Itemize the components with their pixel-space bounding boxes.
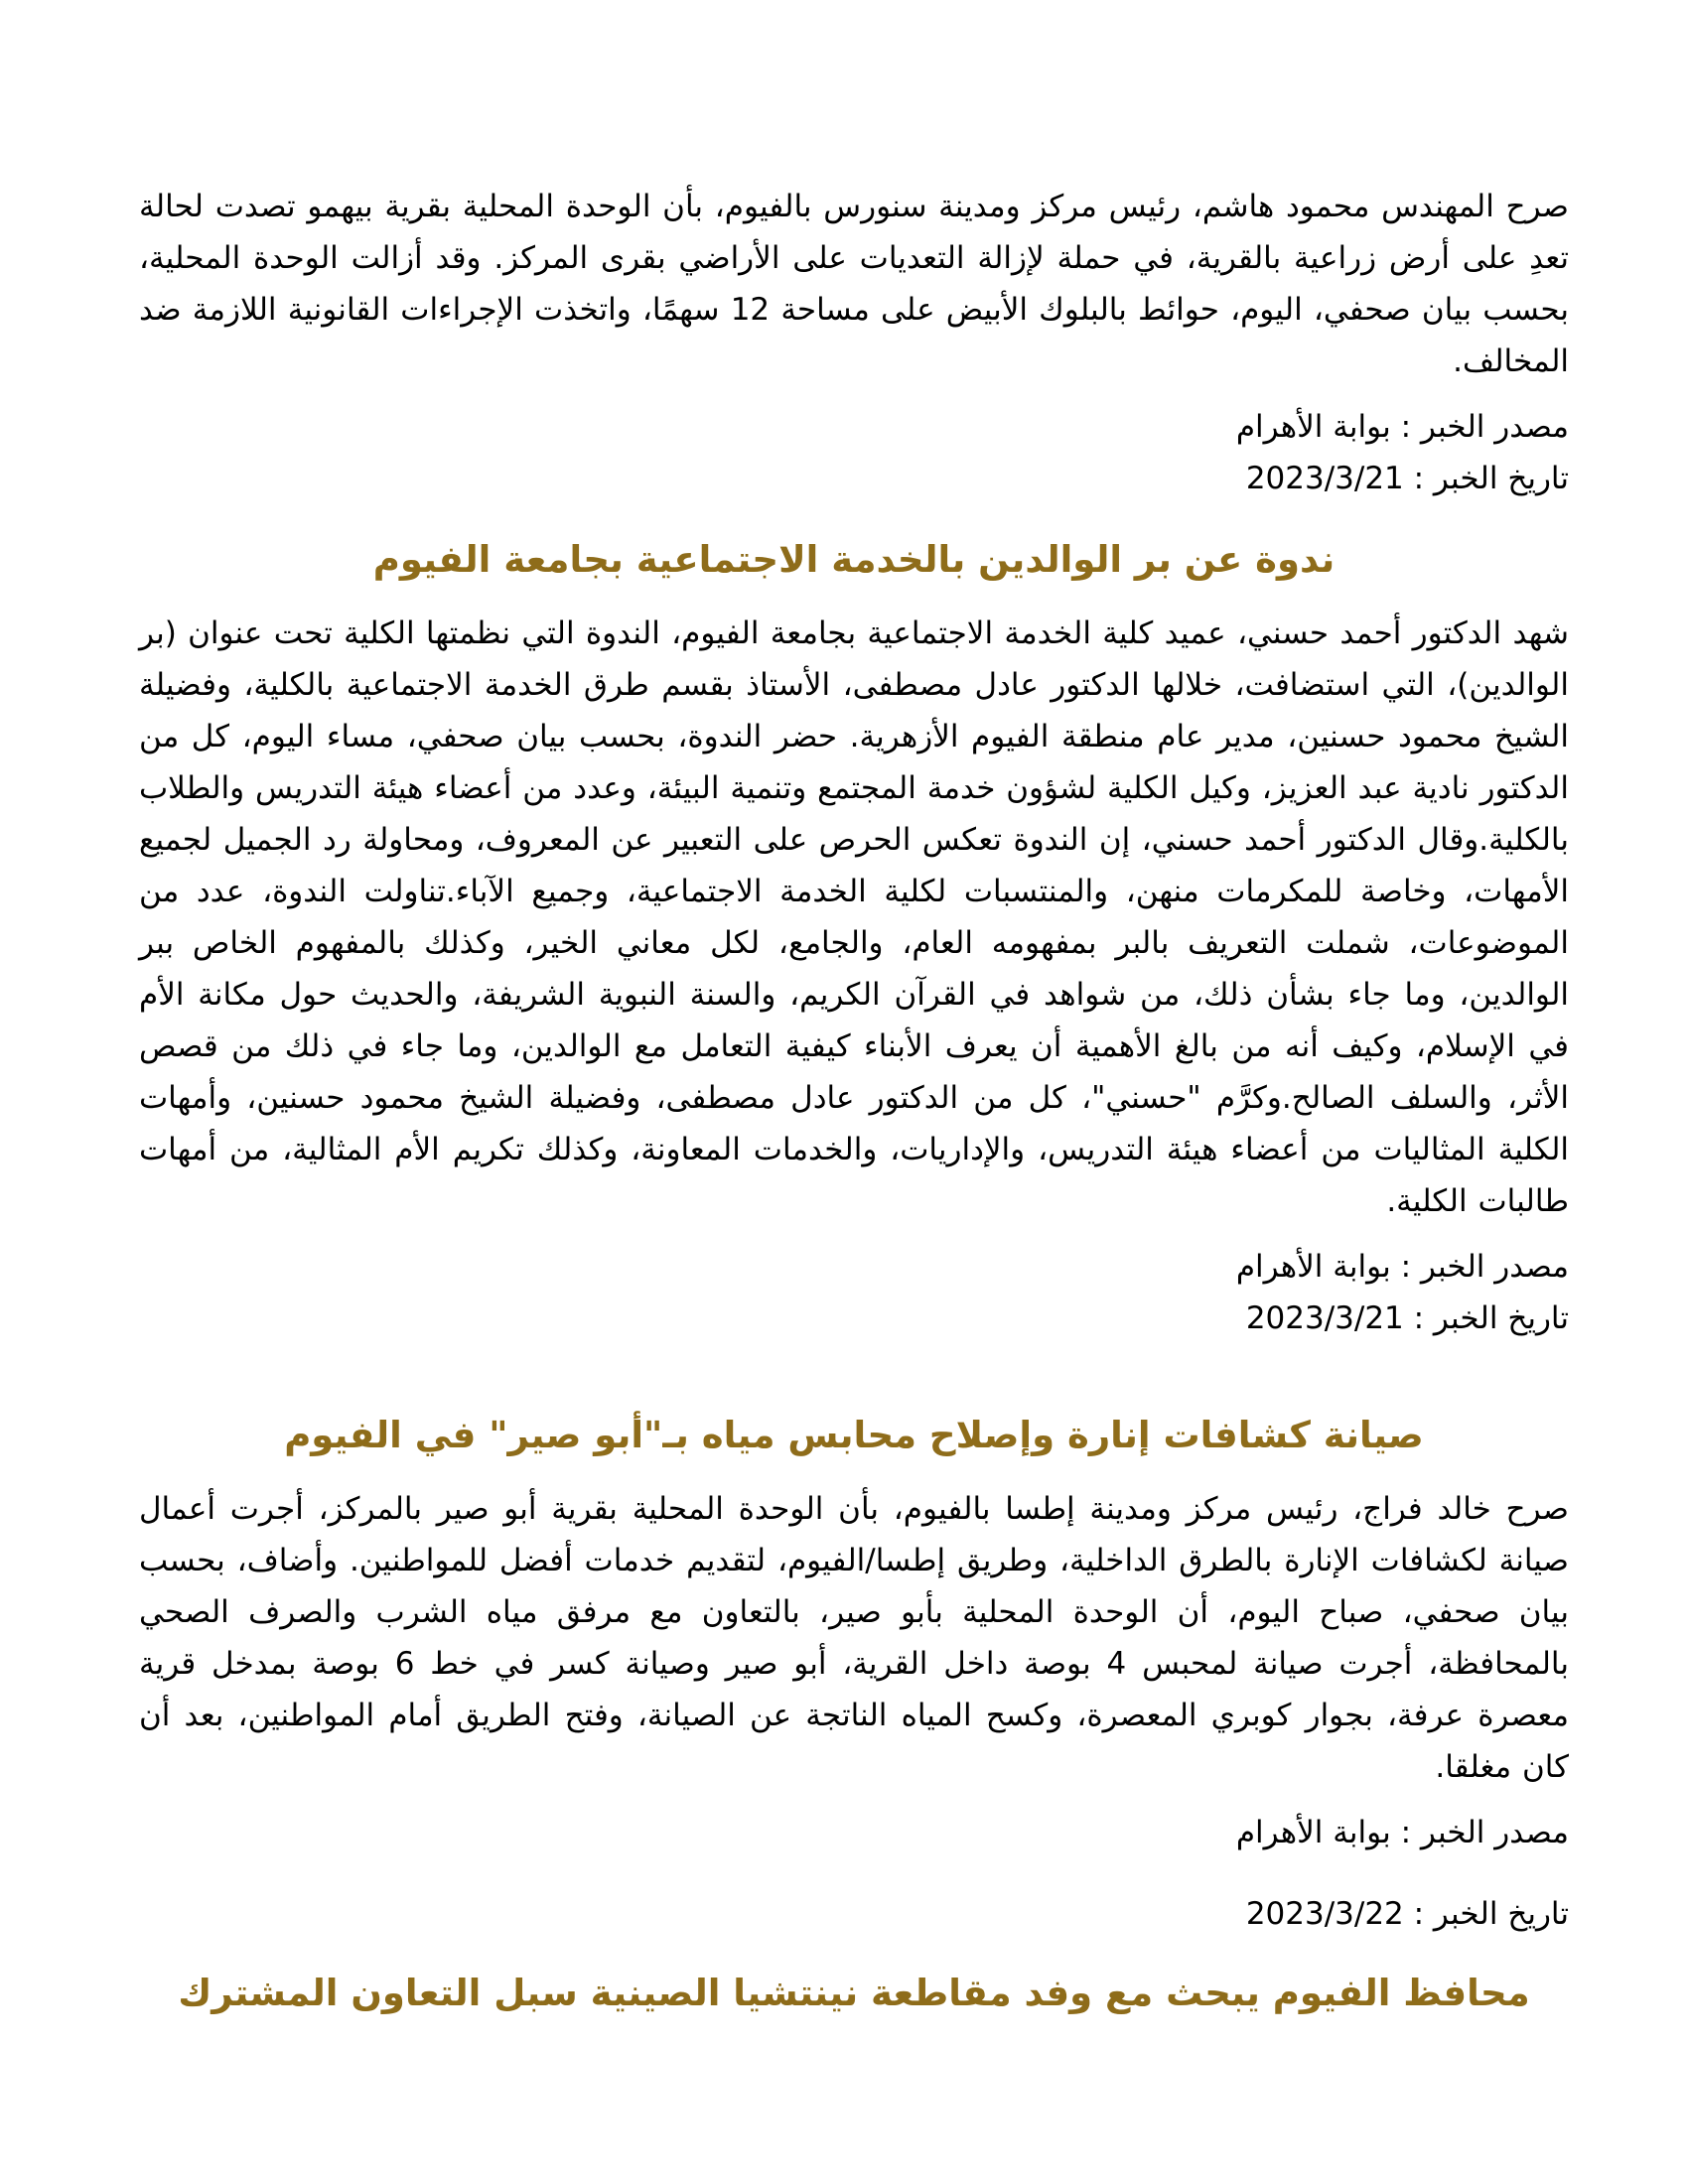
news-article-2 [139, 530, 1569, 1344]
article-4-headline: محافظ الفيوم يبحث مع وفد مقاطعة نينتشيا الصينية سبل التعاون المشترك [178, 1972, 1530, 2014]
news-article-3 [139, 1406, 1569, 1940]
news-article-1 [139, 181, 1569, 504]
article-1-body: صرح المهندس محمود هاشم، رئيس مركز ومدينة سنورس بالفيوم، بأن الوحدة المحلية بقرية بيهمو تصدت لحالة تعدِ على أرض زراعية بالقرية، في حملة لإزالة التعديات على الأراضي بقرى المركز. وقد أزالت الوحدة المحلية، بحسب بيان صحفي، اليوم، حوائط بالبلوك الأبيض على مساحة 12 سهمًا، واتخذت الإجراءات القانونية اللازمة ضد المخالف. [139, 189, 1570, 379]
article-3-source-block [139, 1807, 1569, 1940]
article-2-source-line: مصدر الخبر : بوابة الأهرام [1235, 1249, 1569, 1285]
article-2-body: شهد الدكتور أحمد حسني، عميد كلية الخدمة الاجتماعية بجامعة الفيوم، الندوة التي نظمتها الكلية تحت عنوان (بر الوالدين)، التي استضافت، خلالها الدكتور عادل مصطفى، الأستاذ بقسم طرق الخدمة الاجتماعية بالكلية، وفضيلة الشيخ محمود حسنين، مدير عام منطقة الفيوم الأزهرية. حضر الندوة، بحسب بيان صحفي، مساء اليوم، كل من الدكتور نادية عبد العزيز، وكيل الكلية لشؤون خدمة المجتمع وتنمية البيئة، وعدد من أعضاء هيئة التدريس والطلاب بالكلية.وقال الدكتور أحمد حسني، إن الندوة تعكس الحرص على التعبير عن المعروف، ومحاولة رد الجميل لجميع الأمهات، وخاصة للمكرمات منهن، والمنتسبات لكلية الخدمة الاجتماعية، وجميع الآباء.تناولت الندوة، عدد من الموضوعات، شملت التعريف بالبر بمفهومه العام، والجامع، لكل معاني الخير، وكذلك بالمفهوم الخاص ببر الوالدين، وما جاء بشأن ذلك، من شواهد في القرآن الكريم، والسنة النبوية الشريفة، والحديث حول مكانة الأم في الإسلام، وكيف أنه من بالغ الأهمية أن يعرف الأبناء كيفية التعامل مع الوالدين، وما جاء في ذلك من قصص الأثر، والسلف الصالح.وكرَّم "حسني"، كل من الدكتور عادل مصطفى، وفضيلة الشيخ محمود حسنين، وأمهات الكلية المثاليات من أعضاء هيئة التدريس، والإداريات، والخدمات المعاونة، وكذلك تكريم الأم المثالية، من أمهات طالبات الكلية. [139, 615, 1569, 1219]
article-3-date-line: تاريخ الخبر : 2023/3/22 [1245, 1896, 1569, 1932]
article-3-body: صرح خالد فراج، رئيس مركز ومدينة إطسا بالفيوم، بأن الوحدة المحلية بقرية أبو صير بالمركز، أجرت أعمال صيانة لكشافات الإنارة بالطرق الداخلية، وطريق إطسا/الفيوم، لتقديم خدمات أفضل للمواطنين. وأضاف، بحسب بيان صحفي، صباح اليوم، أن الوحدة المحلية بأبو صير، بالتعاون مع مرفق مياه الشرب والصرف الصحي بالمحافظة، أجرت صيانة لمحبس 4 بوصة داخل القرية، أبو صير وصيانة كسر في خط 6 بوصة بمدخل قرية معصرة عرفة، بجوار كوبري المعصرة، وكسح المياه الناتجة عن الصيانة، وفتح الطريق أمام المواطنين، بعد أن كان مغلقا. [139, 1491, 1569, 1785]
article-1-source-line: مصدر الخبر : بوابة الأهرام [1235, 409, 1569, 445]
article-1-source-block [139, 401, 1569, 504]
article-2-source-block [139, 1241, 1569, 1344]
article-3-headline: صيانة كشافات إنارة وإصلاح محابس مياه بـ"أبو صير" في الفيوم [284, 1414, 1424, 1456]
article-2-date-line: تاريخ الخبر : 2023/3/21 [1245, 1300, 1569, 1336]
news-article-4 [139, 1964, 1569, 2023]
article-3-source-line: مصدر الخبر : بوابة الأهرام [1235, 1815, 1569, 1850]
article-2-headline: ندوة عن بر الوالدين بالخدمة الاجتماعية بجامعة الفيوم [372, 538, 1336, 581]
article-1-date-line: تاريخ الخبر : 2023/3/21 [1245, 461, 1569, 496]
